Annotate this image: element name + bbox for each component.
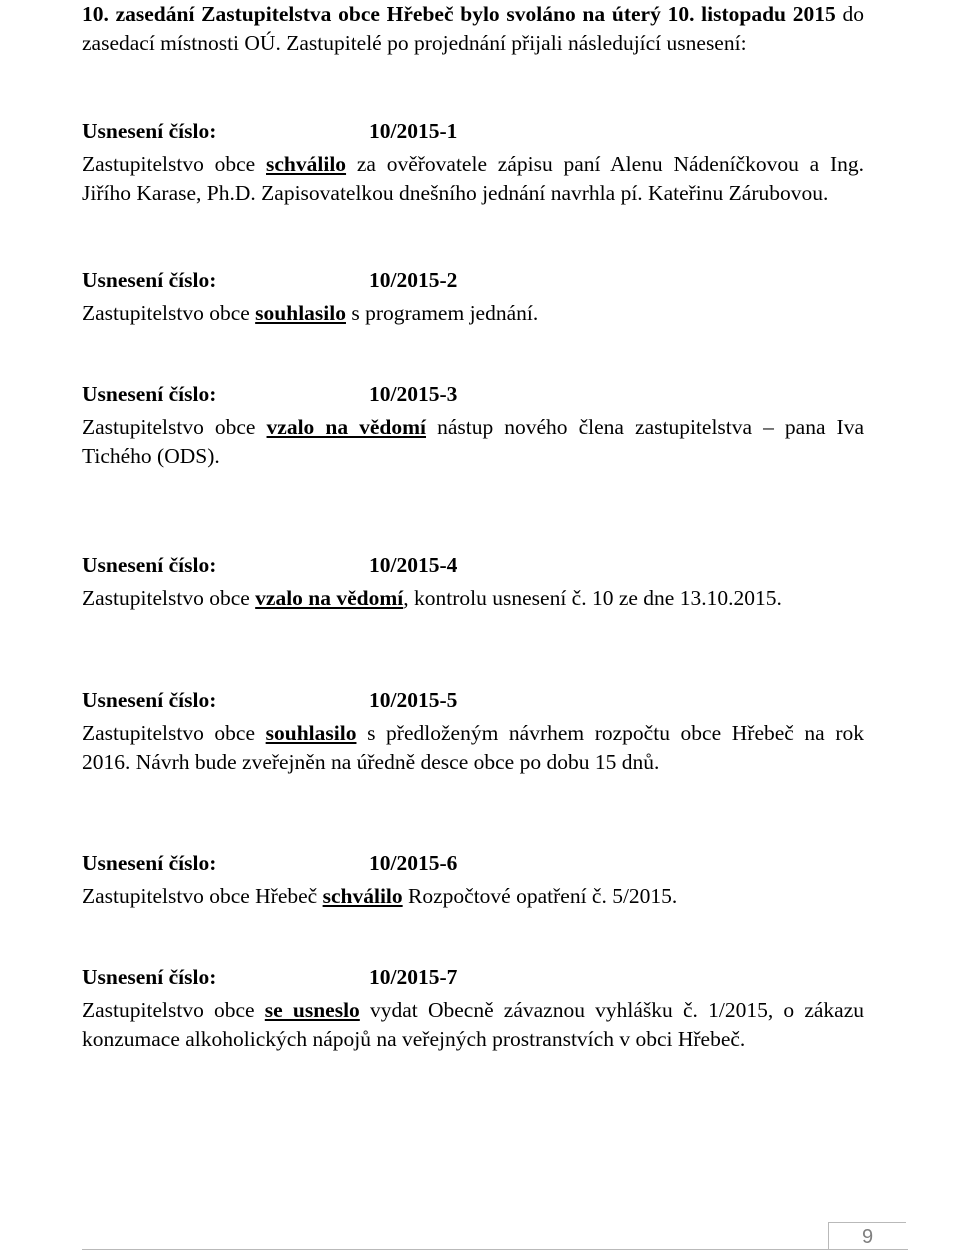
resolution-text: [82, 882, 864, 911]
resolution-text: [82, 719, 864, 777]
resolution-verb: vzalo na vědomí: [266, 415, 427, 439]
resolution-label: Usnesení číslo:: [82, 382, 217, 406]
resolution-heading: [82, 849, 864, 878]
resolution-text-after: s programem jednání.: [345, 301, 539, 325]
resolution-3: [82, 380, 864, 471]
resolution-text-before: Zastupitelstvo obce: [82, 152, 266, 176]
resolution-verb: se usneslo: [264, 998, 360, 1022]
resolution-heading: [82, 380, 864, 409]
resolution-text: [82, 150, 864, 208]
resolution-verb: souhlasilo: [265, 721, 357, 745]
resolution-label: Usnesení číslo:: [82, 119, 217, 143]
resolution-number: 10/2015-2: [369, 268, 458, 292]
resolution-number: 10/2015-3: [369, 382, 458, 406]
intro-paragraph: [82, 0, 864, 58]
resolution-1: [82, 117, 864, 208]
resolution-label: Usnesení číslo:: [82, 851, 217, 875]
resolution-verb: souhlasilo: [255, 301, 346, 325]
resolution-text-after: vydat Obecně závaznou vyhlášku č. 1/2015, o zákazu konzumace alkoholických nápojů na veřejných prostranstvích v obci Hřebeč.: [82, 998, 864, 1051]
resolution-label: Usnesení číslo:: [82, 268, 217, 292]
resolution-text-before: Zastupitelstvo obce: [82, 586, 256, 610]
resolution-6: [82, 849, 864, 911]
resolution-text-before: Zastupitelstvo obce Hřebeč: [82, 884, 323, 908]
resolution-heading: [82, 266, 864, 295]
page-number: 9: [861, 1226, 874, 1248]
resolution-verb: schválilo: [322, 884, 403, 908]
resolution-text-after: , kontrolu usnesení č. 10 ze dne 13.10.2015.: [403, 586, 782, 610]
resolution-heading: [82, 117, 864, 146]
resolution-text: [82, 299, 864, 328]
resolution-text-after: s předloženým návrhem rozpočtu obce Hřebeč na rok 2016. Návrh bude zveřejněn na úředně desce obce po dobu 15 dnů.: [82, 721, 864, 774]
intro-rest: do zasedací místnosti OÚ. Zastupitelé po projednání přijali následující usnesení:: [82, 2, 864, 55]
resolution-number: 10/2015-5: [369, 688, 458, 712]
resolution-4: [82, 551, 864, 613]
resolution-number: 10/2015-6: [369, 851, 458, 875]
page-number-box: [828, 1222, 906, 1250]
resolution-text-before: Zastupitelstvo obce: [82, 415, 267, 439]
resolution-text-after: za ověřovatele zápisu paní Alenu Nádeníčkovou a Ing. Jiřího Karase, Ph.D. Zapisovatelkou dnešního jednání navrhla pí. Kateřinu Zárubovou.: [82, 152, 865, 205]
resolution-heading: [82, 551, 864, 580]
resolution-label: Usnesení číslo:: [82, 688, 217, 712]
resolution-text: [82, 413, 864, 471]
resolution-text-after: nástup nového člena zastupitelstva – pana Iva Tichého (ODS).: [82, 415, 865, 468]
resolution-text-before: Zastupitelstvo obce: [82, 301, 256, 325]
resolution-7: [82, 963, 864, 1054]
resolution-number: 10/2015-4: [369, 553, 458, 577]
resolution-label: Usnesení číslo:: [82, 553, 217, 577]
resolution-verb: vzalo na vědomí: [255, 586, 404, 610]
resolution-2: [82, 266, 864, 328]
resolution-text: [82, 996, 864, 1054]
intro-bold: 10. zasedání Zastupitelstva obce Hřebeč bylo svoláno na úterý 10. listopadu 2015: [82, 2, 836, 26]
resolution-text: [82, 584, 864, 613]
resolution-heading: [82, 686, 864, 715]
resolution-number: 10/2015-7: [369, 965, 458, 989]
resolution-text-before: Zastupitelstvo obce: [82, 998, 265, 1022]
resolution-text-after: Rozpočtové opatření č. 5/2015.: [402, 884, 678, 908]
resolution-label: Usnesení číslo:: [82, 965, 217, 989]
resolution-verb: schválilo: [266, 152, 347, 176]
resolution-number: 10/2015-1: [369, 119, 458, 143]
footer-rule: [82, 1249, 908, 1250]
resolution-text-before: Zastupitelstvo obce: [82, 721, 266, 745]
resolution-5: [82, 686, 864, 777]
resolution-heading: [82, 963, 864, 992]
